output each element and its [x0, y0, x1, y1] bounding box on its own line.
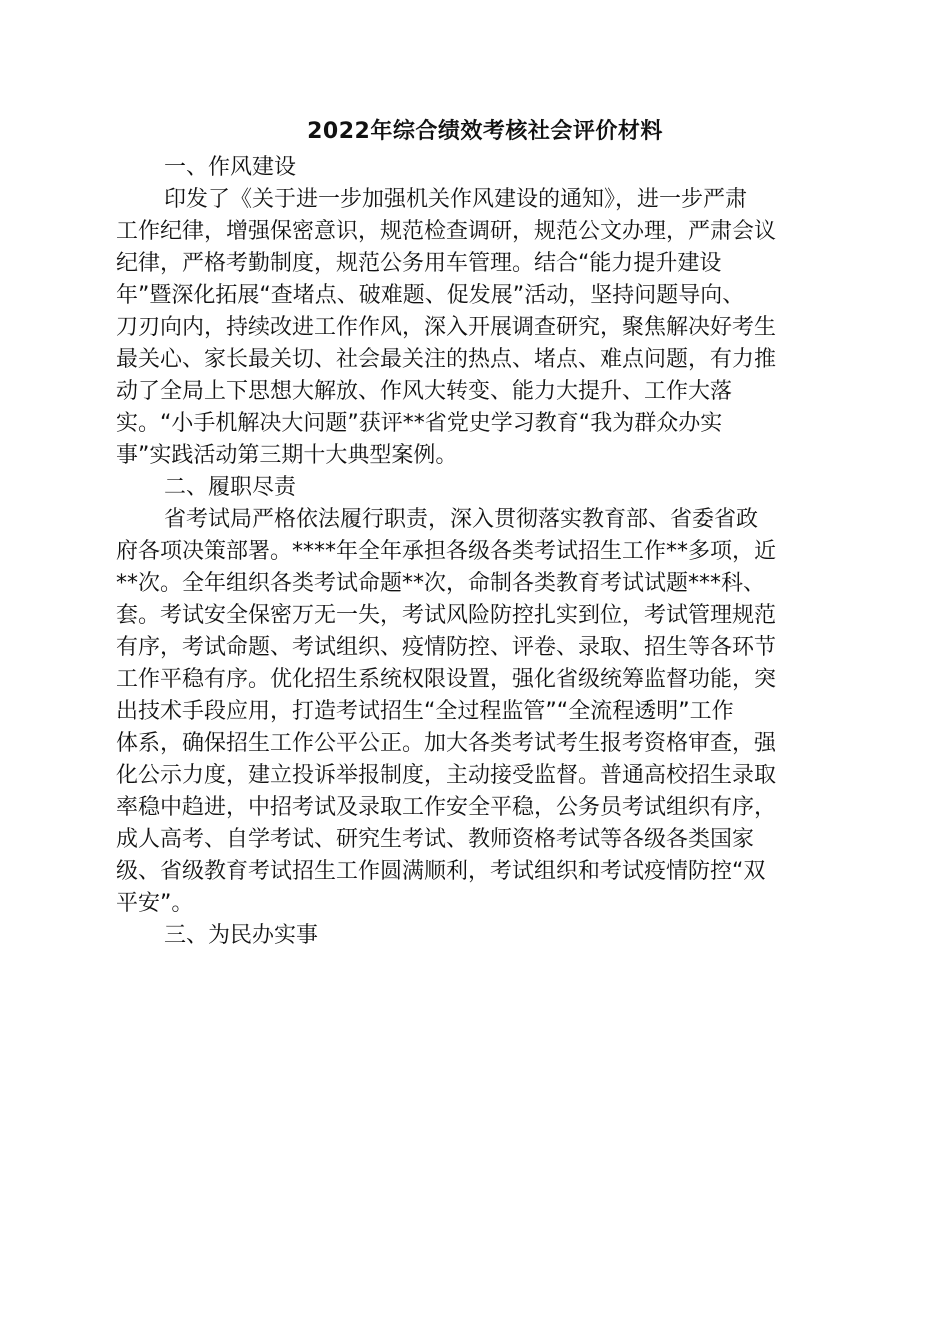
paragraph-line: 有序，考试命题、考试组织、疫情防控、评卷、录取、招生等各环节	[116, 635, 777, 660]
paragraph-line: 动了全局上下思想大解放、作风大转变、能力大提升、工作大落	[116, 379, 733, 404]
section-work-style	[116, 152, 836, 472]
section-paragraph	[116, 184, 836, 472]
paragraph-line: 最关心、家长最关切、社会最关注的热点、堵点、难点问题，有力推	[116, 347, 777, 372]
paragraph-line: 实。“小手机解决大问题”获评**省党史学习教育“我为群众办实	[116, 411, 723, 436]
section-heading: 一、作风建设	[164, 155, 297, 180]
paragraph-line: 府各项决策部署。****年全年承担各级各类考试招生工作**多项，近	[116, 539, 777, 564]
section-duty-performance	[116, 472, 836, 920]
section-heading: 三、为民办实事	[164, 923, 319, 948]
paragraph-line: 体系，确保招生工作公平公正。加大各类考试考生报考资格审查，强	[116, 731, 777, 756]
paragraph-line: 平安”。	[116, 891, 194, 916]
section-people-service	[116, 920, 836, 952]
document-title: 2022年综合绩效考核社会评价材料	[307, 119, 663, 144]
paragraph-line: 纪律，严格考勤制度，规范公务用车管理。结合“能力提升建设	[116, 251, 722, 276]
paragraph-line: **次。全年组织各类考试命题**次，命制各类教育考试试题***科、	[116, 571, 766, 596]
document-page	[116, 112, 836, 952]
section-heading: 二、履职尽责	[164, 475, 297, 500]
paragraph-line: 成人高考、自学考试、研究生考试、教师资格考试等各级各类国家	[116, 827, 755, 852]
paragraph-line: 级、省级教育考试招生工作圆满顺利，考试组织和考试疫情防控“双	[116, 859, 766, 884]
paragraph-line: 省考试局严格依法履行职责，深入贯彻落实教育部、省委省政	[164, 507, 759, 532]
paragraph-line: 出技术手段应用，打造考试招生“全过程监管”“全流程透明”工作	[116, 699, 734, 724]
paragraph-line: 工作纪律，增强保密意识，规范检查调研，规范公文办理，严肃会议	[116, 219, 777, 244]
paragraph-line: 化公示力度，建立投诉举报制度，主动接受监督。普通高校招生录取	[116, 763, 777, 788]
paragraph-line: 事”实践活动第三期十大典型案例。	[116, 443, 458, 468]
paragraph-line: 年”暨深化拓展“查堵点、破难题、促发展”活动，坚持问题导向、	[116, 283, 745, 308]
paragraph-line: 套。考试安全保密万无一失，考试风险防控扎实到位，考试管理规范	[116, 603, 777, 628]
paragraph-line: 印发了《关于进一步加强机关作风建设的通知》，进一步严肃	[164, 187, 748, 212]
paragraph-line: 刀刃向内，持续改进工作作风，深入开展调查研究，聚焦解决好考生	[116, 315, 777, 340]
section-paragraph	[116, 504, 836, 920]
paragraph-line: 率稳中趋进，中招考试及录取工作安全平稳，公务员考试组织有序，	[116, 795, 777, 820]
paragraph-line: 工作平稳有序。优化招生系统权限设置，强化省级统筹监督功能，突	[116, 667, 777, 692]
